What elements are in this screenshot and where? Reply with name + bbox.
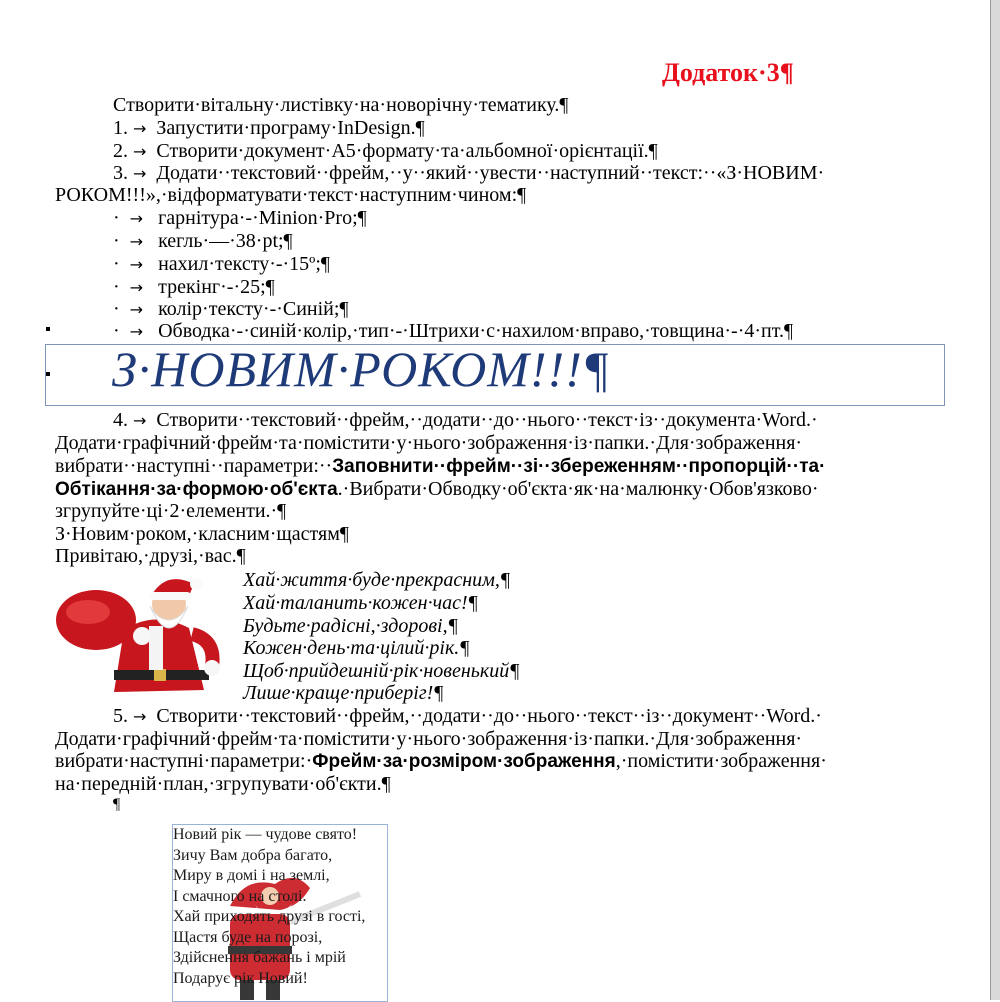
- tab-arrow-icon: →: [129, 232, 144, 251]
- tab-arrow-icon: →: [129, 300, 144, 319]
- step-4: 4. → Створити··текстовий··фрейм,··додати··до··нього··текст·із··документа·Word.·: [113, 409, 818, 431]
- poem2-line: Зичу Вам добра багато,: [173, 846, 333, 864]
- step-number: 2.: [113, 140, 128, 162]
- appendix-title: Додаток·3¶: [662, 58, 794, 87]
- step-5-line: на·передній·план,·згрупувати·об'єкти.¶: [55, 773, 391, 795]
- poem2-line: Подарує рік Новий!: [173, 969, 308, 987]
- step-number: 1.: [113, 117, 128, 139]
- step-number: 3.: [113, 162, 128, 184]
- poem-line: Хай·життя·буде·прекрасним,¶: [243, 569, 511, 591]
- format-item: · → кегль·—·38·pt;¶: [113, 230, 293, 252]
- greeting-line: З·Новим·роком,·класним·щастям¶: [55, 523, 349, 545]
- format-item: · → нахил·тексту·-·15º;¶: [113, 253, 330, 275]
- step-1: [113, 117, 425, 140]
- bullet-icon: ·: [113, 230, 120, 252]
- bullet-icon: ·: [113, 276, 120, 298]
- tab-arrow-icon: →: [133, 707, 147, 726]
- frame-handle[interactable]: [46, 327, 50, 331]
- step-5: 5. → Створити··текстовий··фрейм,··додати··до··нього··текст··із··документ··Word.·: [113, 705, 822, 727]
- step-number: 5.: [113, 705, 128, 727]
- poem2-line: Здійснення бажань і мрій: [173, 949, 346, 966]
- step-4-line: Обтікання·за·формою·об'єкта.·Вибрати·Обводку·об'єкта·як·на·малюнку·Обов'язково·: [55, 478, 819, 500]
- bullet-icon: ·: [113, 207, 120, 229]
- format-item: · → Обводка·-·синій·колір,·тип·-·Штрихи·с·нахилом·вправо,·товщина·-·4·пт.¶: [113, 320, 794, 342]
- format-item: · → колір·тексту·-·Синій;¶: [113, 298, 349, 320]
- poem-line: Щоб·прийдешній·рік·новенький¶: [243, 660, 520, 682]
- poem2-line: І смачного на столі.: [173, 887, 307, 905]
- santa-image[interactable]: [54, 570, 234, 694]
- tab-arrow-icon: →: [129, 209, 144, 228]
- step-5-line: Додати·графічний·фрейм·та·помістити·у·нього·зображення·із·папки.·Для·зображення·: [55, 728, 803, 750]
- step-3-continuation: РОКОМ!!!»,·відформатувати·текст·наступним·чином:¶: [55, 184, 527, 206]
- tab-arrow-icon: →: [133, 164, 147, 183]
- tab-arrow-icon: →: [133, 142, 147, 161]
- banner-text: З·НОВИМ·РОКОМ!!!¶: [112, 341, 610, 397]
- step-text: Створити·документ·А5·формату·та·альбомної·орієнтації.¶: [156, 140, 658, 162]
- poem-line: Будьте·радісні,·здорові,¶: [243, 615, 459, 637]
- tab-arrow-icon: →: [129, 255, 144, 274]
- step-4-line: згрупуйте·ці·2·елементи.·¶: [55, 500, 287, 522]
- poem-line: Кожен·день·та·цілий·рік.¶: [243, 637, 470, 659]
- bold-option: Фрейм·за·розміром·зображення: [312, 751, 616, 772]
- poem2-line: Миру в домі і на землі,: [173, 867, 330, 884]
- step-5-line: вибрати·наступні·параметри:·Фрейм·за·розміром·зображення,·помістити·зображення·: [55, 750, 827, 772]
- format-item: · → гарнітура·-·Minion·Pro;¶: [113, 207, 367, 229]
- bullet-icon: ·: [113, 253, 120, 275]
- santa-icon: [54, 570, 234, 694]
- step-4-line: вибрати··наступні··параметри:··Заповнити··фрейм··зі··збереженням··пропорцій··та·: [55, 455, 826, 477]
- tab-arrow-icon: →: [129, 322, 144, 341]
- poem-line: Хай·таланить·кожен·час!¶: [243, 592, 479, 614]
- step-number: 4.: [113, 409, 128, 431]
- step-4-line: Додати·графічний·фрейм·та·помістити·у·нього·зображення·із·папки.·Для·зображення·: [55, 432, 803, 454]
- step-text: Запустити·програму·InDesign.¶: [156, 117, 425, 139]
- step-2: [113, 140, 658, 163]
- bold-option: Заповнити··фрейм··зі··збереженням··пропорцій··та·: [332, 456, 826, 477]
- greeting-line: Привітаю,·друзі,·вас.¶: [55, 545, 246, 567]
- step-3: [113, 162, 824, 185]
- tab-arrow-icon: →: [133, 411, 147, 430]
- intro-paragraph: Створити·вітальну·листівку·на·новорічну·тематику.¶: [113, 94, 569, 116]
- poem2-line: Новий рік — чудове свято!: [173, 826, 358, 843]
- grouped-text-frame[interactable]: [172, 824, 388, 1002]
- poem-line: Лише·краще·приберіг!¶: [243, 682, 444, 704]
- bold-option: Обтікання·за·формою·об'єкта: [55, 479, 338, 500]
- page-edge: [990, 0, 1000, 1000]
- step-text: Додати··текстовий··фрейм,··у··який··увести··наступний··текст:··«З·НОВИМ·: [156, 162, 825, 184]
- empty-paragraph-mark: ¶: [113, 796, 121, 813]
- tab-arrow-icon: →: [129, 278, 144, 297]
- format-item: · → трекінг·-·25;¶: [113, 276, 275, 298]
- tab-arrow-icon: →: [133, 119, 147, 138]
- poem2-line: Щастя буде на порозі,: [173, 928, 323, 946]
- bullet-icon: ·: [113, 320, 120, 342]
- bullet-icon: ·: [113, 298, 120, 320]
- poem2-line: Хай приходять друзі в гості,: [173, 908, 366, 925]
